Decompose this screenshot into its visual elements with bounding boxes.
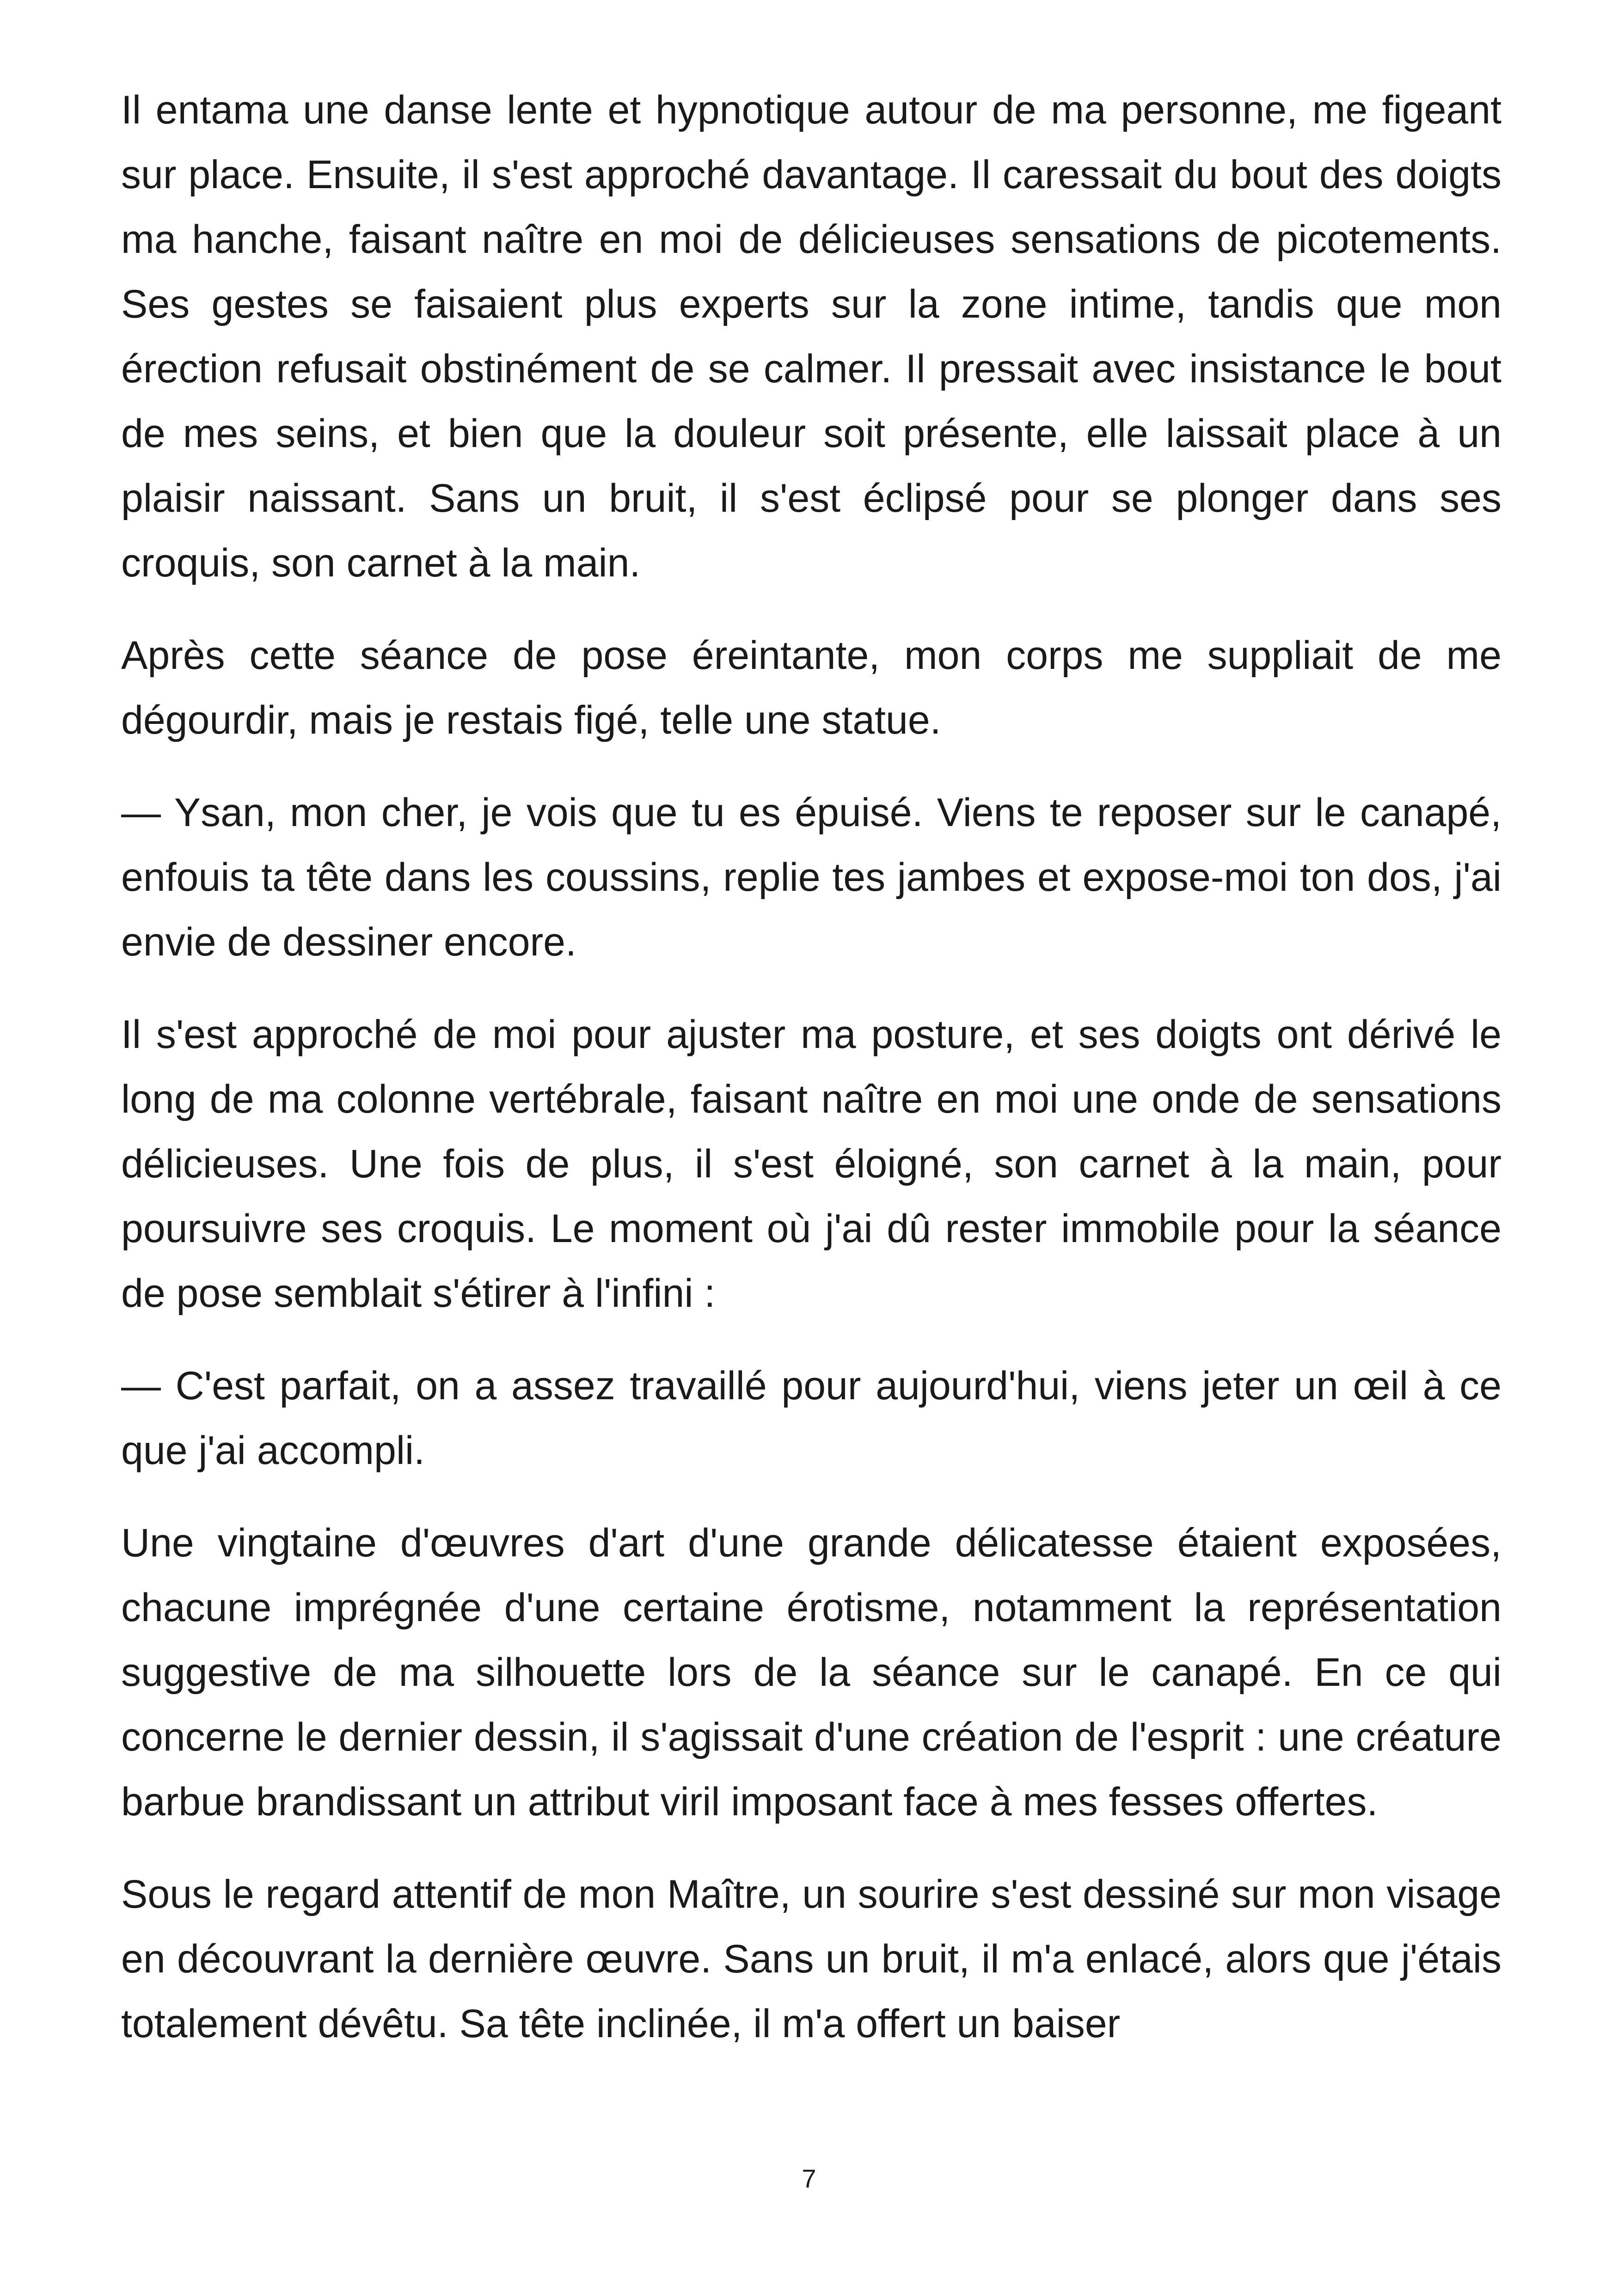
paragraph-3-dialogue: — Ysan, mon cher, je vois que tu es épuisé. Viens te reposer sur le canapé, enfouis ta tête dans les coussins, replie tes jambes et expose-moi ton dos, j'ai envie de dessiner encore. — [121, 790, 1502, 964]
paragraph-7: Sous le regard attentif de mon Maître, un sourire s'est dessiné sur mon visage en découvrant la dernière œuvre. Sans un bruit, il m'a enlacé, alors que j'étais totalement dévêtu. Sa tête inclinée, il m'a offert un baiser — [121, 1872, 1502, 2046]
body-text — [121, 78, 1502, 2056]
paragraph-1: Il entama une danse lente et hypnotique autour de ma personne, me figeant sur place. Ensuite, il s'est approché davantage. Il caressait du bout des doigts ma hanche, faisant naître en moi de délicieuses sensations de picotements. Ses gestes se faisaient plus experts sur la zone intime, tandis que mon érection refusait obstinément de se calmer. Il pressait avec insistance le bout de mes seins, et bien que la douleur soit présente, elle laissait place à un plaisir naissant. Sans un bruit, il s'est éclipsé pour se plonger dans ses croquis, son carnet à la main. — [121, 88, 1502, 585]
paragraph-6: Une vingtaine d'œuvres d'art d'une grande délicatesse étaient exposées, chacune imprégnée d'une certaine érotisme, notamment la représentation suggestive de ma silhouette lors de la séance sur le canapé. En ce qui concerne le dernier dessin, il s'agissait d'une création de l'esprit : une créature barbue brandissant un attribut viril imposant face à mes fesses offertes. — [121, 1521, 1502, 1824]
paragraph-2: Après cette séance de pose éreintante, mon corps me suppliait de me dégourdir, mais je restais figé, telle une statue. — [121, 633, 1502, 742]
paragraph-5-dialogue: — C'est parfait, on a assez travaillé pour aujourd'hui, viens jeter un œil à ce que j'ai accompli. — [121, 1364, 1502, 1473]
paragraph-4: Il s'est approché de moi pour ajuster ma posture, et ses doigts ont dérivé le long de ma colonne vertébrale, faisant naître en moi une onde de sensations délicieuses. Une fois de plus, il s'est éloigné, son carnet à la main, pour poursuivre ses croquis. Le moment où j'ai dû rester immobile pour la séance de pose semblait s'étirer à l'infini : — [121, 1012, 1502, 1316]
page-number: 7 — [802, 2164, 816, 2193]
